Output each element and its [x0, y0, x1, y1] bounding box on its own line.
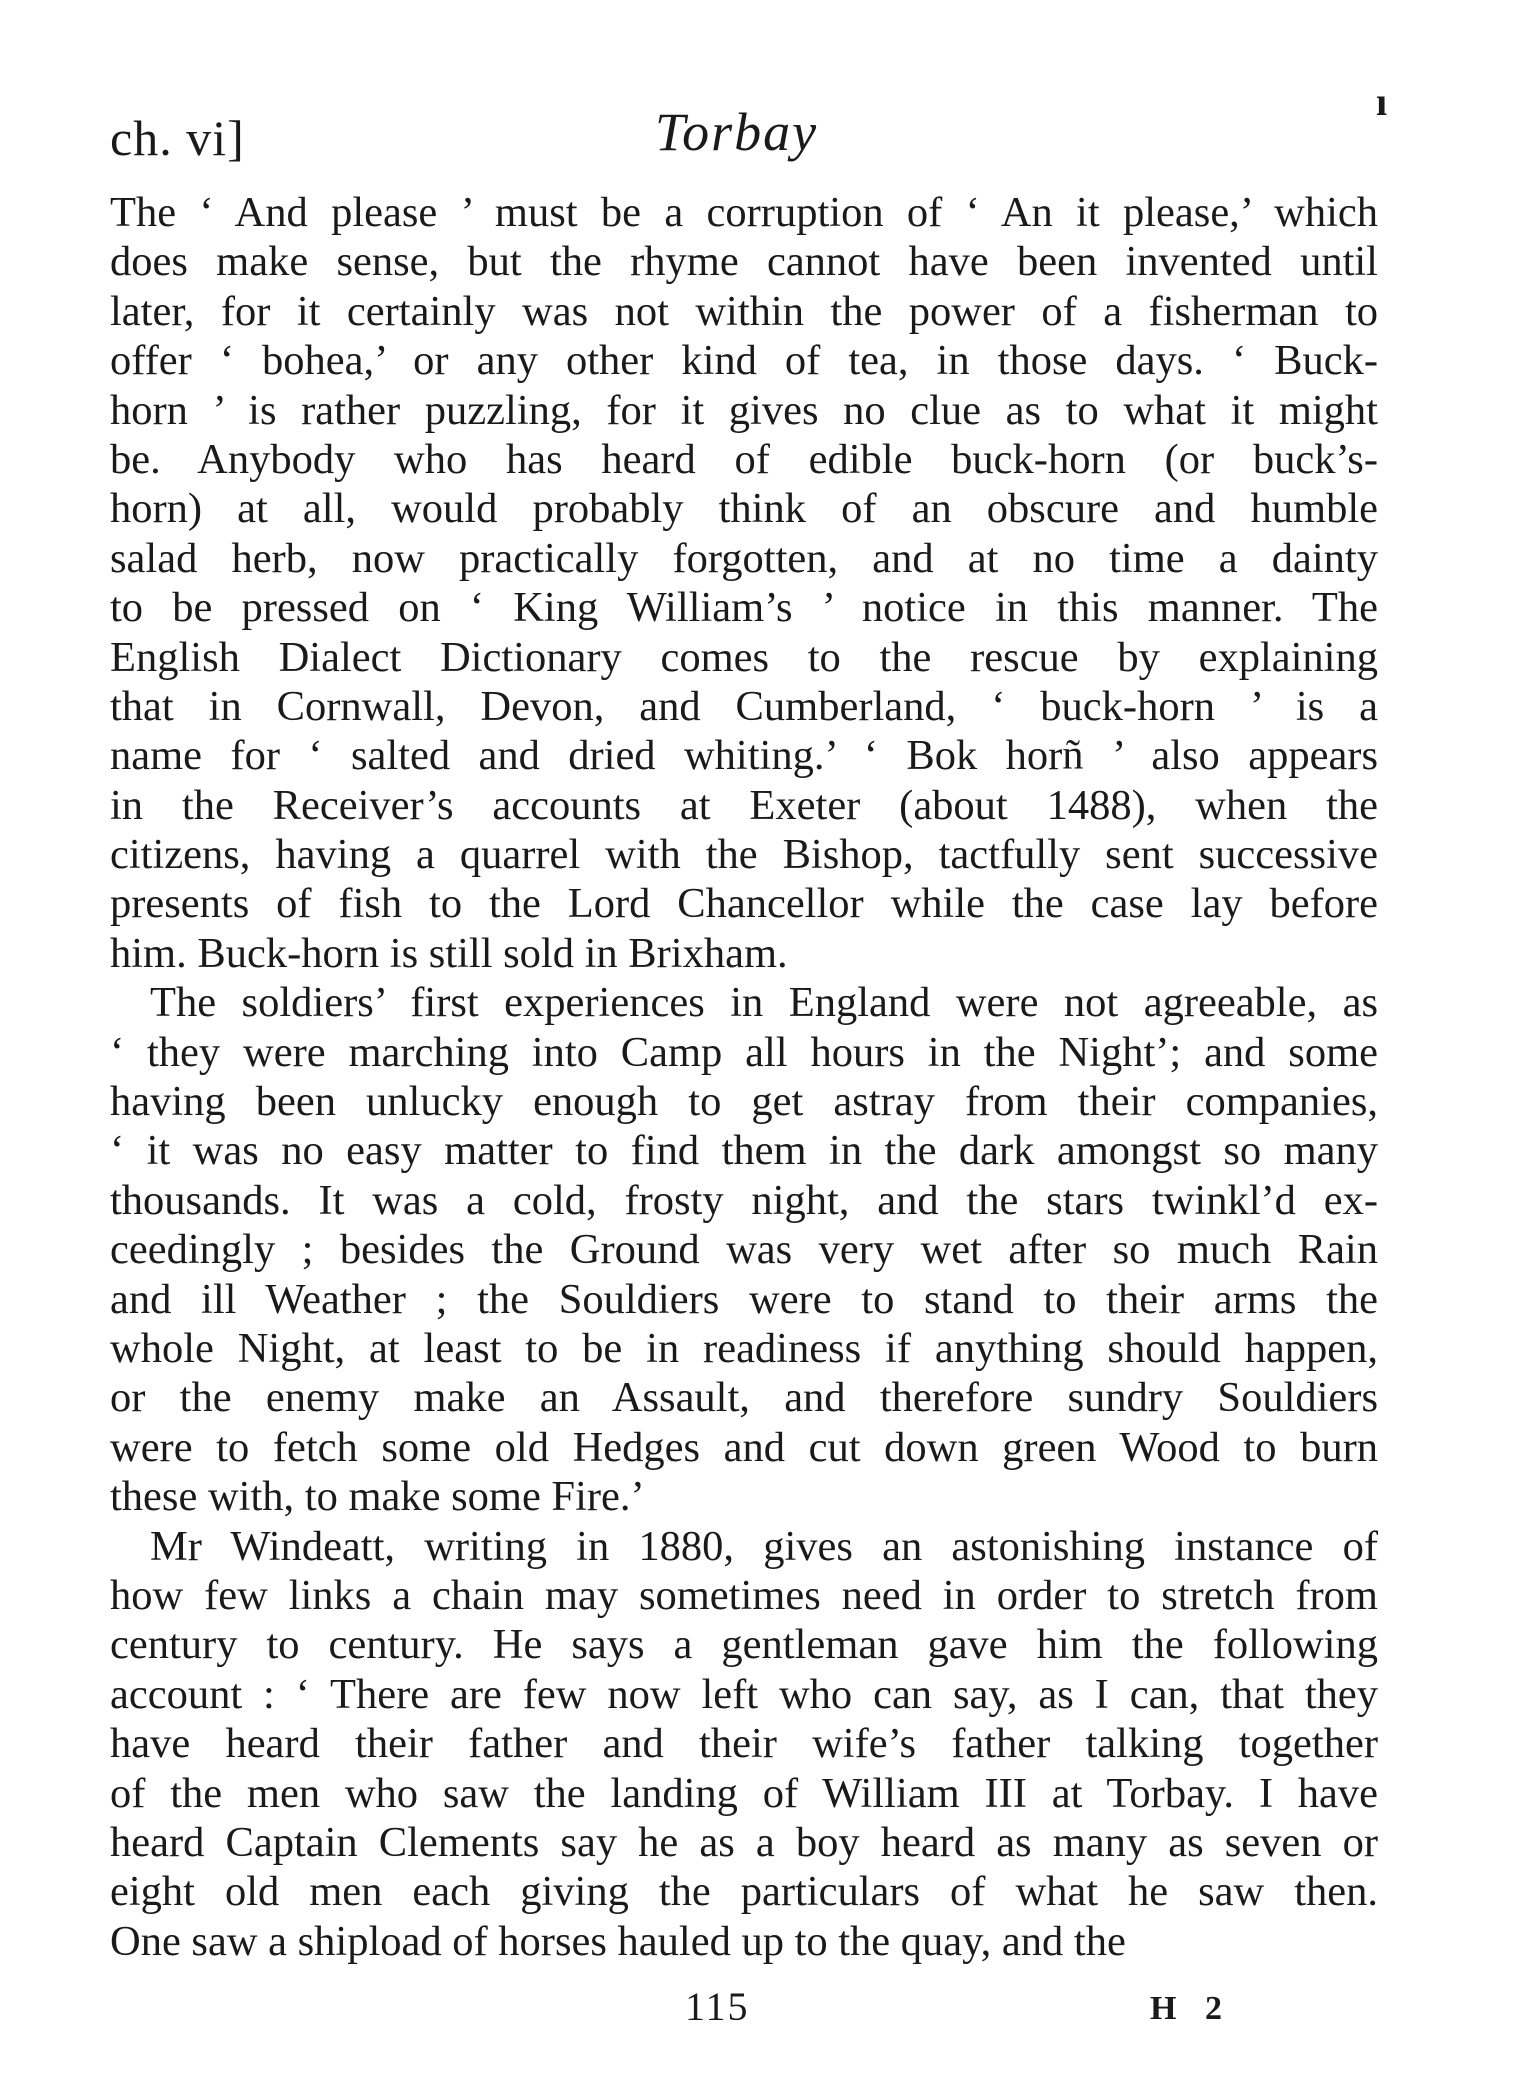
text-line: thousands. It was a cold, frosty night, and the stars twinkl’d ex- — [110, 1176, 1378, 1224]
text-line: presents of fish to the Lord Chancellor while the case lay before — [110, 880, 1378, 928]
text-line: One saw a shipload of horses hauled up to the quay, and the — [110, 1917, 1126, 1965]
text-line: horn ’ is rather puzzling, for it gives no clue as to what it might — [110, 386, 1378, 434]
text-line: account : ‘ There are few now left who can say, as I can, that they — [110, 1670, 1378, 1718]
text-line: century to century. He says a gentleman gave him the following — [110, 1621, 1378, 1669]
running-head — [110, 100, 1378, 186]
page-number: 115 — [685, 1984, 750, 2029]
text-line: have heard their father and their wife’s father talking together — [110, 1720, 1378, 1768]
text-line: how few links a chain may sometimes need in order to stretch from — [110, 1571, 1378, 1619]
text-line: or the enemy make an Assault, and therefore sundry Souldiers — [110, 1374, 1378, 1422]
text-line: that in Cornwall, Devon, and Cumberland, ‘ buck-horn ’ is a — [110, 682, 1378, 730]
text-line: citizens, having a quarrel with the Bishop, tactfully sent successive — [110, 831, 1378, 879]
text-line: horn) at all, would probably think of an obscure and humble — [110, 485, 1378, 533]
margin-mark: ı — [1376, 79, 1388, 124]
running-title: Torbay — [655, 102, 819, 162]
text-line: ‘ it was no easy matter to find them in the dark amongst so many — [110, 1127, 1378, 1175]
text-line: English Dialect Dictionary comes to the rescue by explaining — [110, 633, 1378, 681]
chapter-label: ch. vi] — [110, 110, 245, 166]
text-line: these with, to make some Fire.’ — [110, 1473, 645, 1521]
text-line: eight old men each giving the particulars of what he saw then. — [110, 1868, 1378, 1916]
text-line: whole Night, at least to be in readiness if anything should happen, — [110, 1324, 1378, 1372]
text-line: were to fetch some old Hedges and cut down green Wood to burn — [110, 1423, 1378, 1471]
text-line: offer ‘ bohea,’ or any other kind of tea, in those days. ‘ Buck- — [110, 337, 1378, 385]
text-line: and ill Weather ; the Souldiers were to stand to their arms the — [110, 1275, 1378, 1323]
paragraph — [110, 188, 1378, 978]
text-line: name for ‘ salted and dried whiting.’ ‘ Bok horñ ’ also appears — [110, 732, 1378, 780]
body-text — [110, 188, 1378, 1966]
text-line: him. Buck-horn is still sold in Brixham. — [110, 929, 788, 977]
text-line: having been unlucky enough to get astray from their companies, — [110, 1078, 1378, 1126]
text-line: Mr Windeatt, writing in 1880, gives an astonishing instance of — [150, 1522, 1378, 1570]
text-line: later, for it certainly was not within the power of a fisherman to — [110, 287, 1378, 335]
page-footer — [110, 1982, 1378, 2042]
text-line: The ‘ And please ’ must be a corruption of ‘ An it please,’ which — [110, 189, 1378, 236]
text-line: salad herb, now practically forgotten, and at no time a dainty — [110, 534, 1378, 582]
text-line: be. Anybody who has heard of edible buck-horn (or buck’s- — [110, 435, 1378, 483]
text-line: in the Receiver’s accounts at Exeter (about 1488), when the — [110, 781, 1378, 829]
text-line: does make sense, but the rhyme cannot have been invented until — [110, 238, 1378, 286]
text-line: heard Captain Clements say he as a boy heard as many as seven or — [110, 1818, 1378, 1866]
text-line: ‘ they were marching into Camp all hours in the Night’; and some — [110, 1028, 1378, 1076]
signature-mark: H 2 — [1150, 1990, 1232, 2027]
book-page — [110, 100, 1378, 2050]
paragraph — [110, 978, 1378, 1521]
text-line: The soldiers’ first experiences in England were not agreeable, as — [150, 979, 1378, 1027]
text-line: to be pressed on ‘ King William’s ’ notice in this manner. The — [110, 584, 1378, 632]
text-line: ceedingly ; besides the Ground was very wet after so much Rain — [110, 1226, 1378, 1274]
paragraph — [110, 1522, 1378, 1967]
text-line: of the men who saw the landing of William III at Torbay. I have — [110, 1769, 1378, 1817]
